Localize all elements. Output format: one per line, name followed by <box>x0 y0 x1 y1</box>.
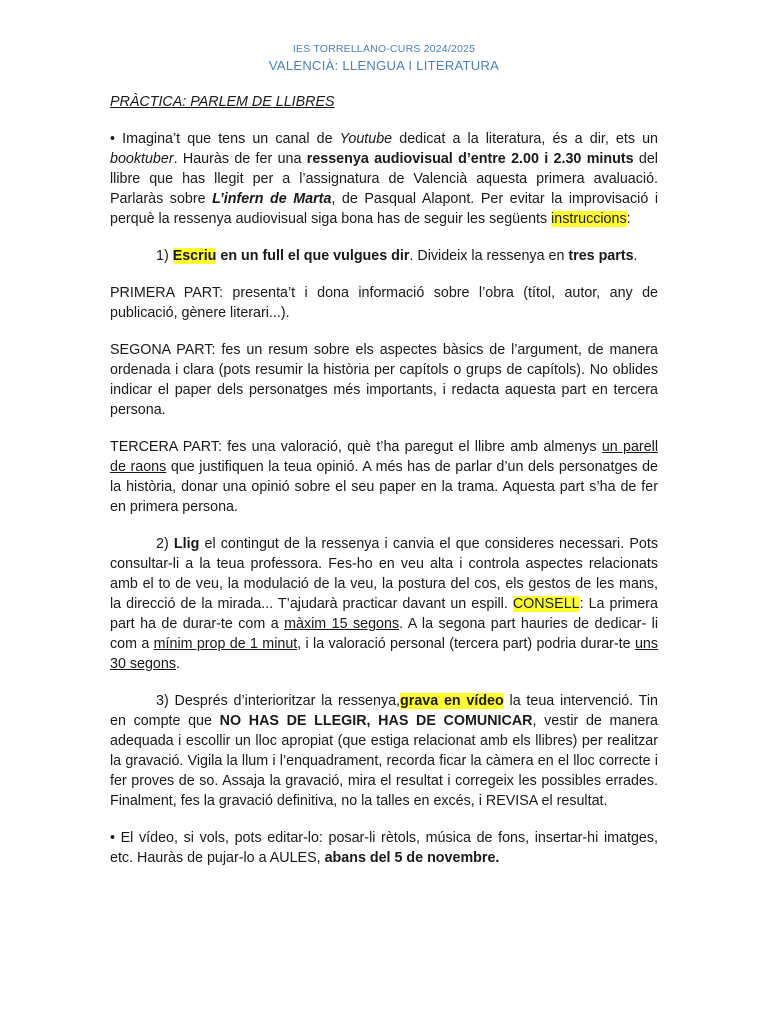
document-body <box>110 92 658 885</box>
part-1-paragraph: PRIMERA PART: presenta’t i dona informació sobre l’obra (títol, autor, any de publicació, gènere literari...). <box>110 285 658 321</box>
intro-paragraph: • Imagina’t que tens un canal de Youtube dedicat a la literatura, és a dir, ets un booktuber. Hauràs de fer una ressenya audiovisual d’entre 2.00 i 2.30 minuts del llibre que has llegit per a l’assignatura de Valencià aquesta primera avaluació. Parlaràs sobre L’infern de Marta, de Pasqual Alapont. Per evitar la improvisació i perquè la ressenya audiovisual siga bona has de seguir les següents instruccions: <box>110 131 659 227</box>
highlight-escriu: Escriu <box>172 248 217 264</box>
duration-requirement: ressenya audiovisual d’entre 2.00 i 2.30 minuts <box>306 151 634 167</box>
step-3-paragraph: 3) Després d’interioritzar la ressenya,grava en vídeo la teua intervenció. Tin en compte que NO HAS DE LLEGIR, HAS DE COMUNICAR, vestir de manera adequada i escollir un lloc apropiat (que estiga relacionat amb els llibres) per realitzar la gravació. Vigila la llum i l’enquadrament, recorda ficar la càmera en el lloc correcte i fer proves de so. Assaja la gravació, mira el resultat i corregeix les possibles errades. Finalment, fes la gravació definitiva, no la talles en excés, i REVISA el resultat. <box>110 693 658 809</box>
highlight-instruccions: instruccions <box>551 211 627 227</box>
highlight-grava: grava en vídeo <box>400 693 504 709</box>
part-2-paragraph: SEGONA PART: fes un resum sobre els aspectes bàsics de l’argument, de manera ordenada i clara (pots resumir la història per capítols o grups de capítols). No oblides indicar el paper dels personatges més importants, i redacta aquesta part en tercera persona. <box>110 342 658 418</box>
step-1-paragraph: 1) Escriu en un full el que vulgues dir. Divideix la ressenya en tres parts. <box>156 248 638 264</box>
page-title: PRÀCTICA: PARLEM DE LLIBRES <box>110 94 335 110</box>
step-2-paragraph: 2) Llig el contingut de la ressenya i canvia el que consideres necessari. Pots consultar-li a la teua professora. Fes-ho en veu alta i controla aspectes relacionats amb el to de veu, la modulació de la veu, la postura del cos, els gestos de les mans, la direcció de la mirada... T’ajudarà practicar davant un espill. CONSELL: La primera part ha de durar-te com a màxim 15 segons. A la segona part hauries de dedicar- li com a mínim prop de 1 minut, i la valoració personal (tercera part) podria durar-te uns 30 segons. <box>110 536 659 672</box>
final-paragraph: • El vídeo, si vols, pots editar-lo: posar-li rètols, música de fons, insertar-hi imatges, etc. Hauràs de pujar-lo a AULES, abans del 5 de novembre. <box>110 830 658 866</box>
school-header: IES TORRELLANO-CURS 2024/2025 <box>292 43 476 55</box>
subject-header: VALENCIÀ: LLENGUA I LITERATURA <box>268 58 500 73</box>
part-3-paragraph: TERCERA PART: fes una valoració, què t’ha paregut el llibre amb almenys un parell de raons que justifiquen la teua opinió. A més has de parlar d’un dels personatges de la història, donar una opinió sobre el seu paper en la trama. Aquesta part s’ha de fer en primera persona. <box>110 439 659 515</box>
deadline: abans del 5 de novembre. <box>324 850 500 866</box>
highlight-consell: CONSELL <box>512 596 580 612</box>
book-title: L’infern de Marta <box>212 191 332 207</box>
